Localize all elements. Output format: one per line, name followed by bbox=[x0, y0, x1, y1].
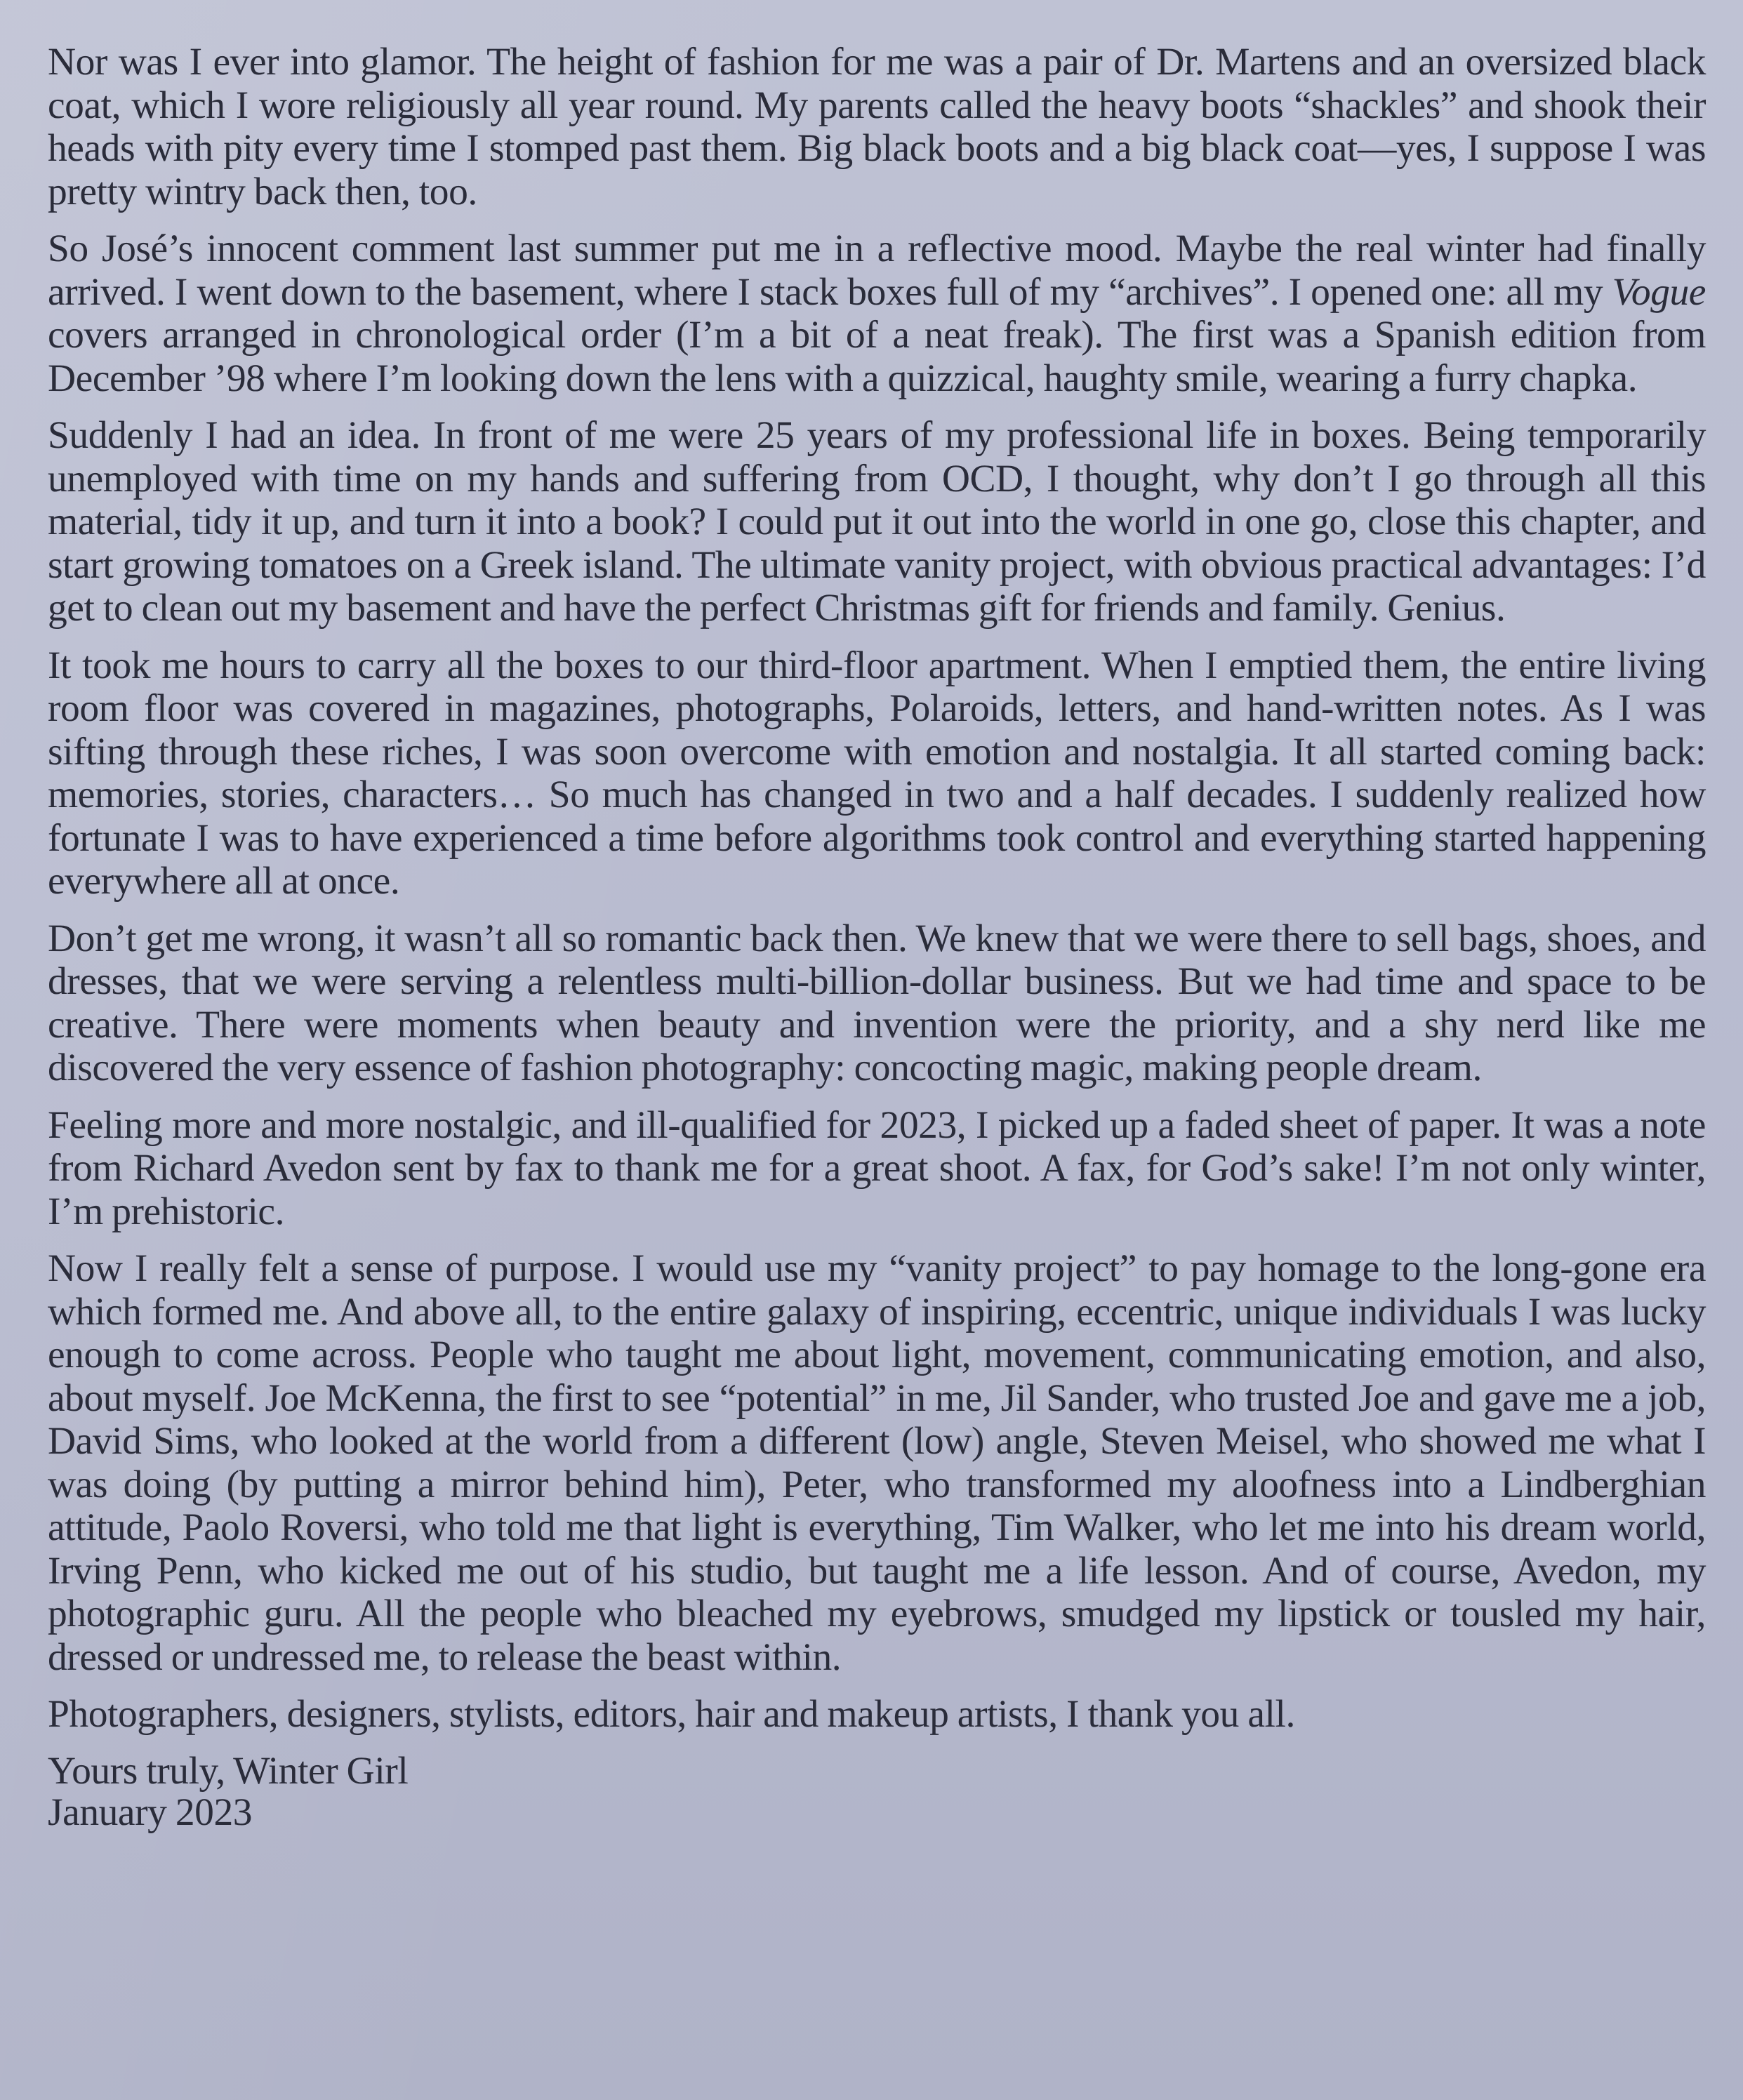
signoff-date: January 2023 bbox=[48, 1790, 253, 1834]
signoff bbox=[48, 1750, 1706, 1833]
paragraph-4: It took me hours to carry all the boxes to our third-floor apartment. When I emptied them, the entire living room floor was covered in magazines, photographs, Polaroids, letters, and hand-written notes. As I was sifting through these riches, I was soon overcome with emotion and nostalgia. It all started coming back: memories, stories, characters… So much has changed in two and a half decades. I suddenly realized how fortunate I was to have experienced a time before algorithms took control and everything started happening everywhere all at once. bbox=[48, 644, 1706, 903]
paragraph-2 bbox=[48, 227, 1706, 400]
paragraph-6: Feeling more and more nostalgic, and ill-qualified for 2023, I picked up a faded sheet of paper. It was a note from Richard Avedon sent by fax to thank me for a great shoot. A fax, for God’s sake! I’m not only winter, I’m prehistoric. bbox=[48, 1103, 1706, 1233]
paragraph-2-text-after: covers arranged in chronological order (I’m a bit of a neat freak). The first was a Spanish edition from December ’98 where I’m looking down the lens with a quizzical, haughty smile, wearing a furry chapka. bbox=[48, 314, 1706, 400]
paragraph-3: Suddenly I had an idea. In front of me were 25 years of my professional life in boxes. Being temporarily unemployed with time on my hands and suffering from OCD, I thought, why don’t I go through all this material, tidy it up, and turn it into a book? I could put it out into the world in one go, close this chapter, and start growing tomatoes on a Greek island. The ultimate vanity project, with obvious practical advantages: I’d get to clean out my basement and have the perfect Christmas gift for friends and family. Genius. bbox=[48, 414, 1706, 630]
magazine-title-italic: Vogue bbox=[1612, 270, 1706, 314]
signoff-closing: Yours truly, Winter Girl bbox=[48, 1749, 409, 1793]
text-column bbox=[48, 41, 1706, 1833]
paragraph-1: Nor was I ever into glamor. The height of fashion for me was a pair of Dr. Martens and an oversized black coat, which I wore religiously all year round. My parents called the heavy boots “shackles” and shook their heads with pity every time I stomped past them. Big black boots and a big black coat—yes, I suppose I was pretty wintry back then, too. bbox=[48, 41, 1706, 213]
paragraph-7: Now I really felt a sense of purpose. I would use my “vanity project” to pay homage to the long-gone era which formed me. And above all, to the entire galaxy of inspiring, eccentric, unique individuals I was lucky enough to come across. People who taught me about light, movement, communicating emotion, and also, about myself. Joe McKenna, the first to see “potential” in me, Jil Sander, who trusted Joe and gave me a job, David Sims, who looked at the world from a different (low) angle, Steven Meisel, who showed me what I was doing (by putting a mirror behind him), Peter, who transformed my aloofness into a Lindberghian attitude, Paolo Roversi, who told me that light is everything, Tim Walker, who let me into his dream world, Irving Penn, who kicked me out of his studio, but taught me a life lesson. And of course, Avedon, my photographic guru. All the people who bleached my eyebrows, smudged my lipstick or tousled my hair, dressed or undressed me, to release the beast within. bbox=[48, 1247, 1706, 1679]
paragraph-8: Photographers, designers, stylists, editors, hair and makeup artists, I thank you all. bbox=[48, 1693, 1295, 1736]
paragraph-2-text-before: So José’s innocent comment last summer put me in a reflective mood. Maybe the real winter had finally arrived. I went down to the basement, where I stack boxes full of my “archives”. I opened one: all my bbox=[48, 227, 1706, 314]
paragraph-5: Don’t get me wrong, it wasn’t all so romantic back then. We knew that we were there to sell bags, shoes, and dresses, that we were serving a relentless multi-billion-dollar business. But we had time and space to be creative. There were moments when beauty and invention were the priority, and a shy nerd like me discovered the very essence of fashion photography: concocting magic, making people dream. bbox=[48, 917, 1706, 1089]
